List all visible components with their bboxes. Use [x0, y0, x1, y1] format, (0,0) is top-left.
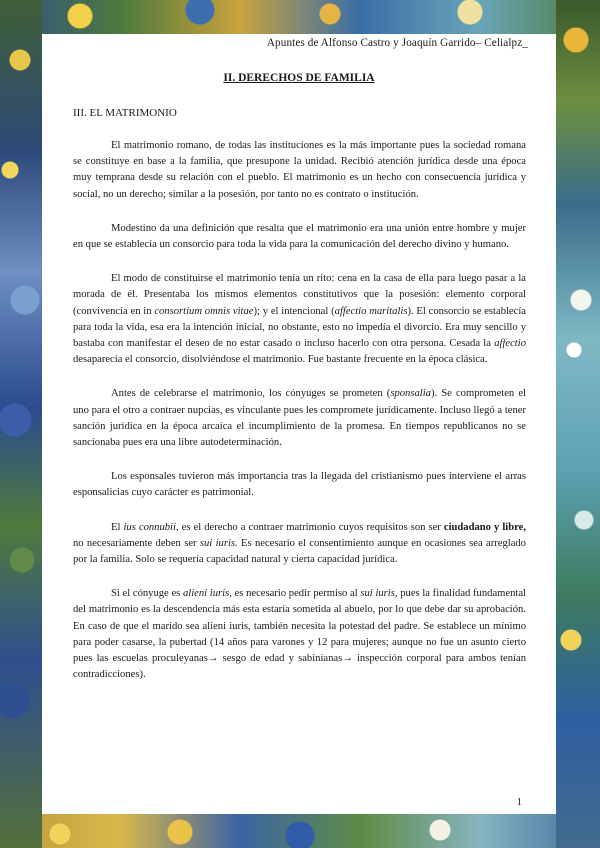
- painting-border-top: [0, 0, 600, 34]
- text-run: , es el derecho a contraer matrimonio cuyos requisitos son ser: [175, 521, 444, 533]
- document-body: [73, 138, 526, 701]
- paragraph-1: El matrimonio romano, de todas las instituciones es la más importante pues la sociedad romana se constituye en base a la familia, que presupone la unidad. Recibió atención jurídica desde una época muy temprana desde su relación con el pueblo. El matrimonio es un hecho con consecuencia jurídica y social, no un derecho; similar a la posesión, por tanto no es contrato o institución.: [73, 140, 526, 200]
- text-run: , pues la finalidad fundamental del matrimonio es la descendencia más esta estaría sometida al abuelo, por lo que debe dar su aprobación. En caso de que el marido sea alieni iuris, también necesita la potestad del padre. Se establece un mínimo para poder casarse, la pubertad (14 años para varones y 12 para mujeres; aunque no fue un asunto cierto pues las escuelas proculeyanas→ sesgo de edad y sabinianas→ inspección corporal para ambos tenían contradicciones).: [73, 588, 526, 681]
- painting-border-bottom: [0, 814, 600, 848]
- latin-term: affectio: [494, 338, 526, 350]
- text-run: El: [111, 521, 124, 533]
- text-run: ); y el intencional (: [253, 305, 335, 317]
- document-title: II. DERECHOS DE FAMILIA: [223, 72, 375, 84]
- text-run: El modo de constituirse el matrimonio tenía un rito: cena en la casa de ella para luego pasar a la morada de él. Presentaba los mismos elementos constitutivos que la posesión: elemento corporal (convivencia en in: [73, 273, 526, 317]
- text-run: Si el cónyuge es: [111, 588, 183, 600]
- latin-term: sui iuris.: [199, 537, 238, 549]
- painting-border-right: [556, 0, 600, 848]
- paragraph-7: [73, 586, 526, 683]
- text-run: , es necesario pedir permiso al: [229, 588, 361, 600]
- latin-term: affectio maritalis: [334, 305, 408, 317]
- paragraph-6: [73, 520, 526, 569]
- paragraph-5: Los esponsales tuvieron más importancia tras la llegada del cristianismo pues interviene el arras esponsalicias cuyo carácter es patrimonial.: [73, 471, 526, 499]
- text-run: ). Se comprometen el uno para el otro a contraer nupcias, es vinculante pues les compromete jurídicamente. Incluso llegó a tener sanción jurídica en la época arcaica el incumplimiento de la promesa. En tiempos republicanos no se sancionaba pues era una libre autodeterminación.: [73, 388, 527, 449]
- text-run: Es necesario el consentimiento aunque en ocasiones sea arreglado por la familia. Solo se requería capacidad natural y cierta capacidad jurídica.: [73, 537, 526, 566]
- text-run: ). El consorcio se establecía para toda la vida, esa era la intención inicial, no obstante, esto no impedía el divorcio. Era muy sencillo y bastaba con manifestar el deseo de no estar casado o incluso hacerlo con otra persona. Cesada la: [73, 305, 526, 350]
- document-page: [42, 34, 556, 814]
- text-run: Antes de celebrarse el matrimonio, los cónyuges se prometen (: [111, 388, 391, 400]
- paragraph-2: Modestino da una definición que resalta que el matrimonio era una unión entre hombre y mujer en que se establecía un consorcio para toda la vida para la comunicación del derecho divino y humano.: [73, 222, 526, 251]
- latin-term: alieni iuris: [182, 588, 230, 600]
- page-number: 1: [516, 797, 522, 808]
- text-run: desaparecía el consorcio, disolviéndose el matrimonio. Fue bastante frecuente en la época clásica.: [73, 354, 488, 366]
- latin-term: consortium omnis vitae: [154, 305, 254, 317]
- latin-term: sui iuris: [360, 588, 395, 600]
- paragraph-4: [73, 386, 526, 451]
- latin-term: ius connubii: [123, 521, 176, 533]
- paragraph-3: [73, 271, 526, 368]
- bold-term: ciudadano y libre,: [443, 521, 526, 533]
- text-run: no necesariamente deben ser: [73, 537, 200, 549]
- running-header: Apuntes de Alfonso Castro y Joaquín Garrido– Celialpz_: [266, 37, 528, 49]
- painting-border-left: [0, 0, 42, 848]
- section-heading: III. EL MATRIMONIO: [73, 107, 177, 119]
- latin-term: sponsalia: [390, 388, 431, 400]
